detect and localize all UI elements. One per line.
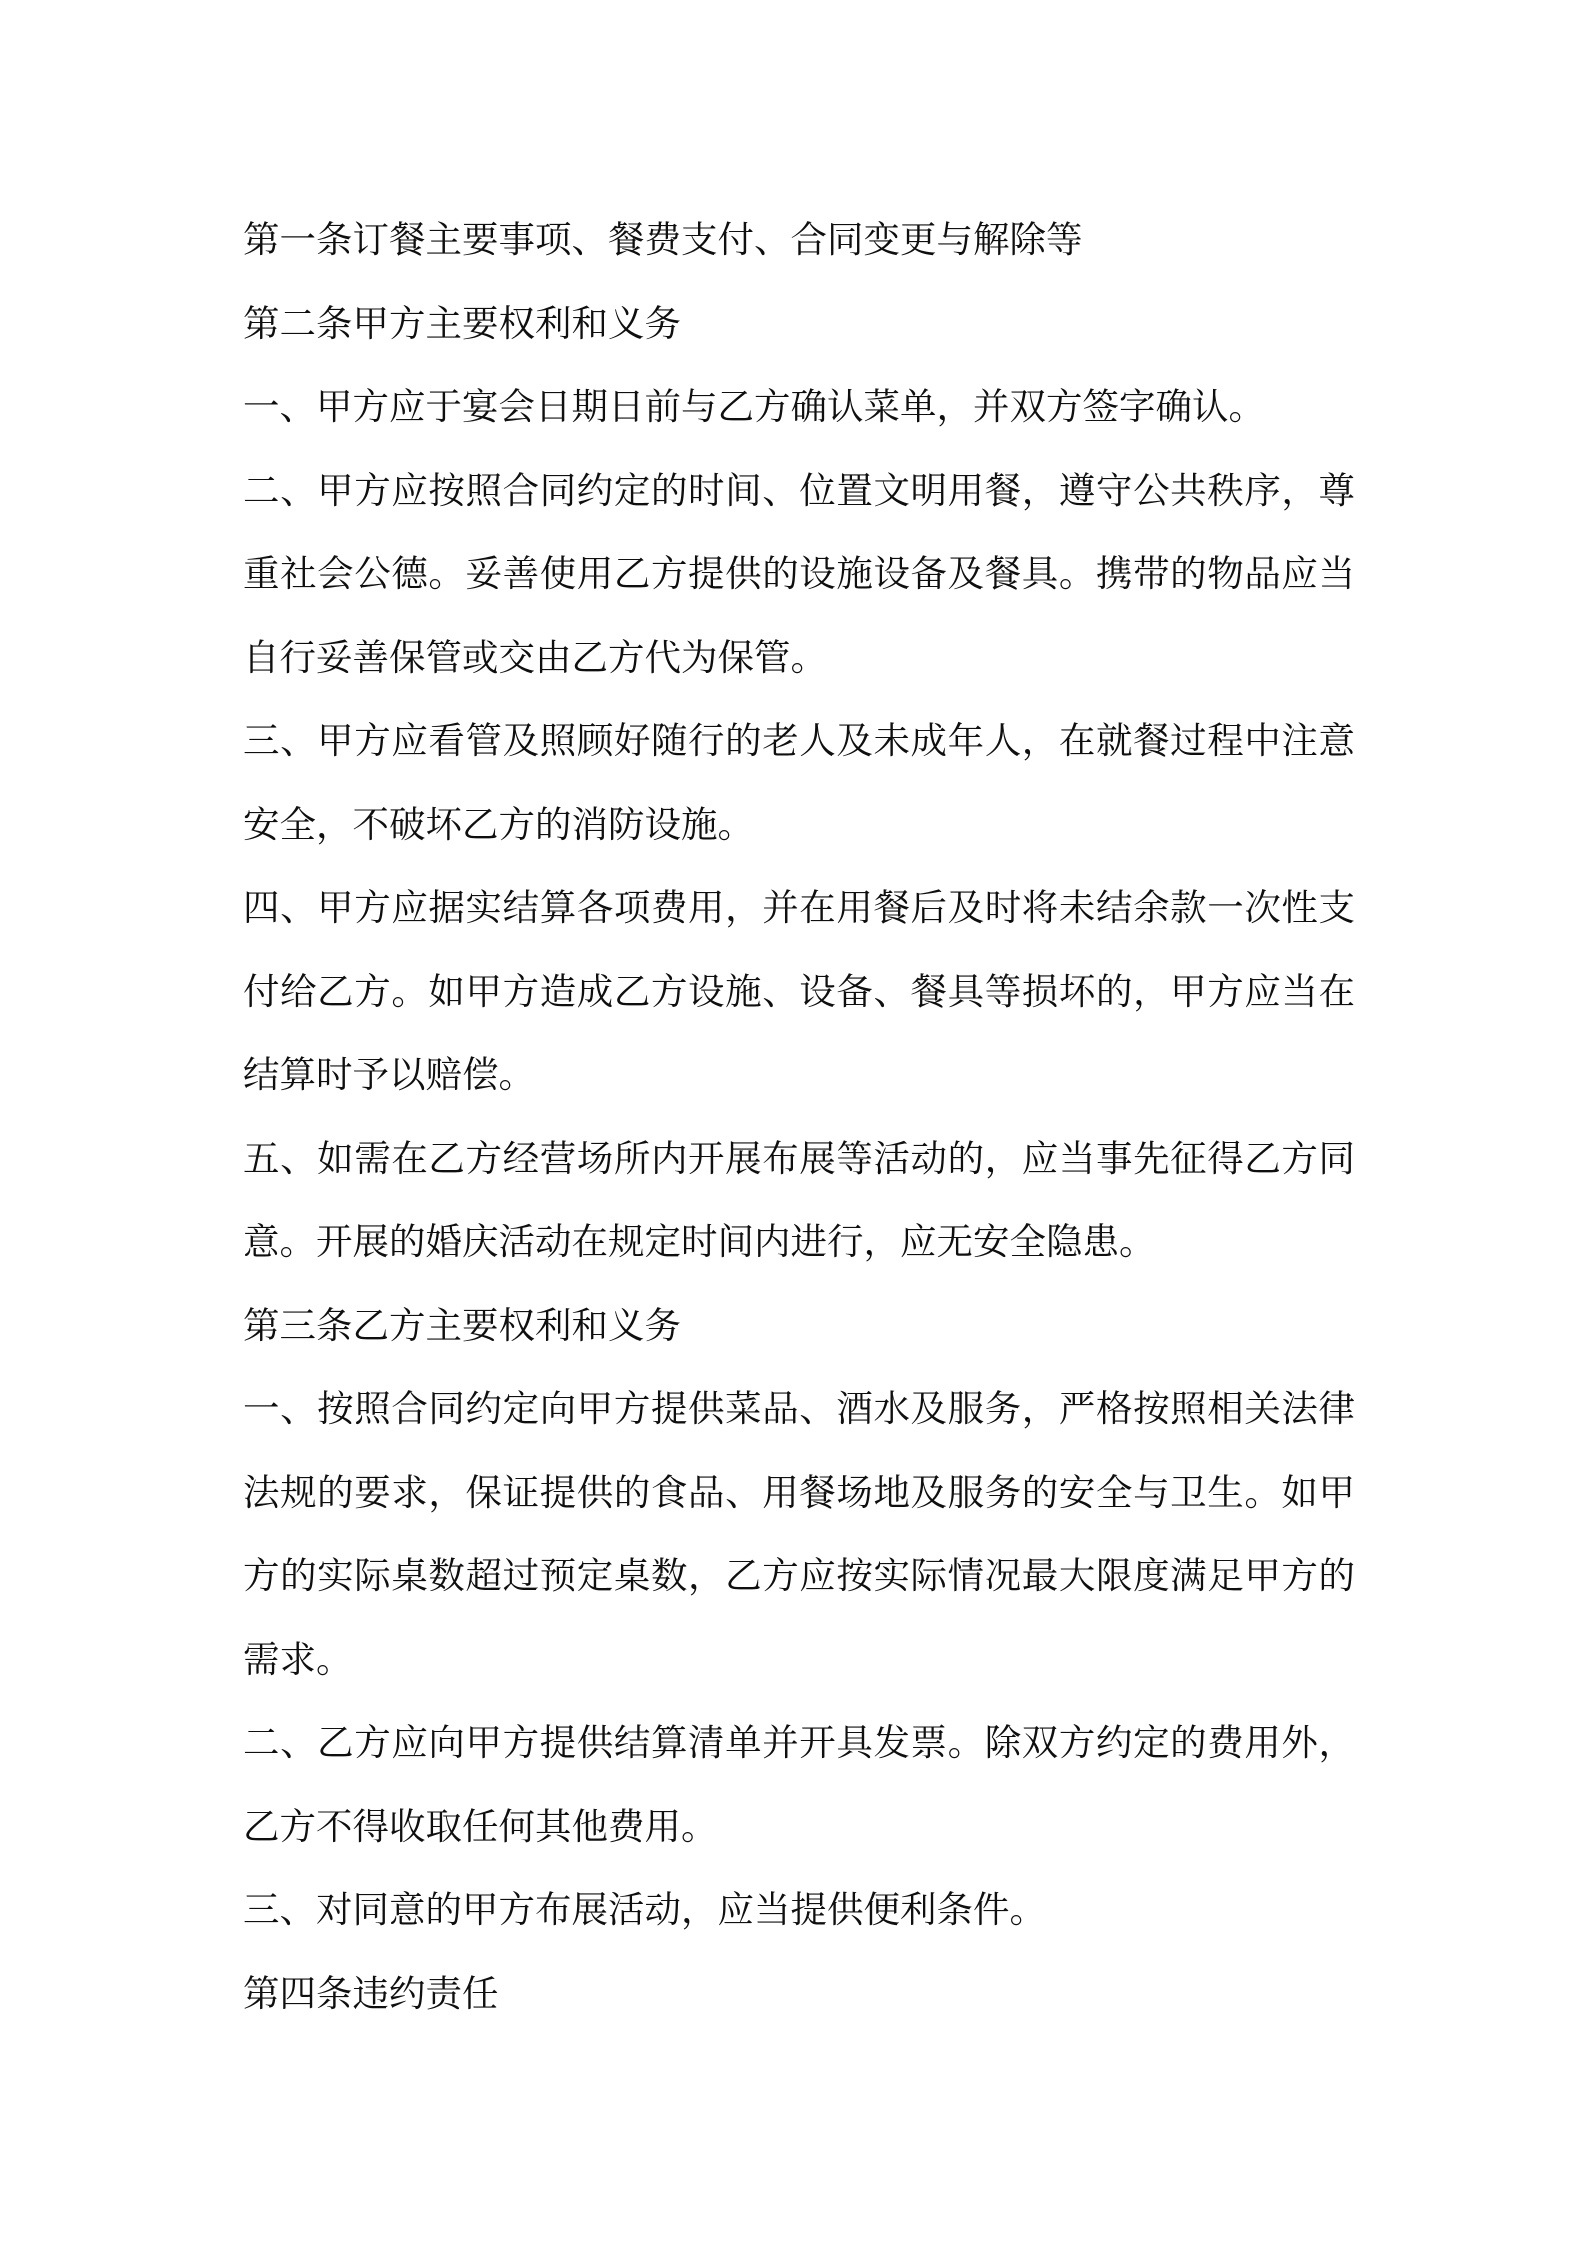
article-2-clause-2: 二、甲方应按照合同约定的时间、位置文明用餐，遵守公共秩序，尊重社会公德。妥善使用乙方提供的设施设备及餐具。携带的物品应当自行妥善保管或交由乙方代为保管。 bbox=[243, 468, 1355, 679]
article-3-clause-1: 一、按照合同约定向甲方提供菜品、酒水及服务，严格按照相关法律法规的要求，保证提供的食品、用餐场地及服务的安全与卫生。如甲方的实际桌数超过预定桌数，乙方应按实际情况最大限度满足甲方的需求。 bbox=[243, 1387, 1355, 1681]
article-2-heading: 第二条甲方主要权利和义务 bbox=[243, 301, 681, 345]
article-2-clause-4: 四、甲方应据实结算各项费用，并在用餐后及时将未结余款一次性支付给乙方。如甲方造成乙方设施、设备、餐具等损坏的，甲方应当在结算时予以赔偿。 bbox=[243, 886, 1355, 1096]
article-2-clause-5: 五、如需在乙方经营场所内开展布展等活动的，应当事先征得乙方同意。开展的婚庆活动在规定时间内进行，应无安全隐患。 bbox=[243, 1136, 1355, 1263]
article-1-heading: 第一条订餐主要事项、餐费支付、合同变更与解除等 bbox=[243, 218, 1083, 261]
article-2-clause-1: 一、甲方应于宴会日期日前与乙方确认菜单，并双方签字确认。 bbox=[243, 385, 1265, 428]
article-3-clause-3: 三、对同意的甲方布展活动，应当提供便利条件。 bbox=[243, 1888, 1046, 1931]
document-page bbox=[243, 198, 1355, 2035]
article-3-heading: 第三条乙方主要权利和义务 bbox=[243, 1303, 681, 1347]
article-2-clause-3: 三、甲方应看管及照顾好随行的老人及未成年人，在就餐过程中注意安全，不破坏乙方的消防设施。 bbox=[243, 719, 1355, 846]
article-3-clause-2: 二、乙方应向甲方提供结算清单并开具发票。除双方约定的费用外，乙方不得收取任何其他费用。 bbox=[243, 1721, 1355, 1848]
article-4-heading: 第四条违约责任 bbox=[243, 1971, 499, 2015]
